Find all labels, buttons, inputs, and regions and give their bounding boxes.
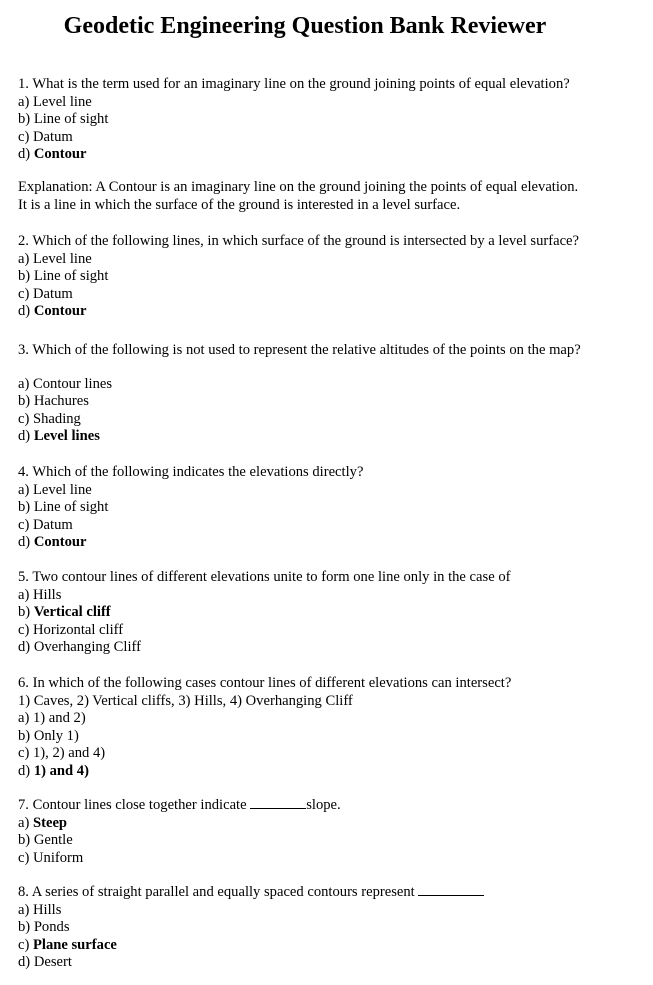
option-c: c) Datum <box>18 128 73 145</box>
correct-answer: Vertical cliff <box>33 604 111 620</box>
option-b: b) Only 1) <box>18 727 79 744</box>
option-a: a) Steep <box>18 814 68 831</box>
page-title: Geodetic Engineering Question Bank Reviewer <box>63 13 547 39</box>
option-b: b) Gentle <box>18 832 73 848</box>
option-a: a) Hills <box>18 586 62 603</box>
option-a: a) Level line <box>18 250 92 267</box>
question-text: 4. Which of the following indicates the elevations directly? <box>18 464 364 480</box>
option-c: c) Datum <box>18 516 73 533</box>
option-b: b) Line of sight <box>18 499 109 515</box>
correct-answer: Level lines <box>33 428 100 444</box>
answer-blank <box>418 884 484 896</box>
question-2 <box>18 233 638 321</box>
explanation-line: Explanation: A Contour is an imaginary line on the ground joining the points of equal elevation. <box>18 179 579 195</box>
option-a: a) Level line <box>18 481 92 498</box>
question-text: 1. What is the term used for an imaginary line on the ground joining points of equal elevation? <box>18 76 570 92</box>
question-4 <box>18 464 638 552</box>
option-b: b) Hachures <box>18 393 89 409</box>
option-d: d) Overhanging Cliff <box>18 639 141 655</box>
correct-answer: Contour <box>33 303 87 319</box>
option-d: d) 1) and 4) <box>18 762 89 779</box>
option-d: d) Level lines <box>18 428 100 444</box>
correct-answer: Steep <box>33 814 68 831</box>
explanation-line: It is a line in which the surface of the ground is interested in a level surface. <box>18 196 461 213</box>
option-a: a) Level line <box>18 93 92 110</box>
option-b: b) Vertical cliff <box>18 604 111 620</box>
correct-answer: 1) and 4) <box>33 762 89 779</box>
option-c: c) Uniform <box>18 849 84 866</box>
correct-answer: Contour <box>33 534 87 550</box>
question-text: 5. Two contour lines of different elevations unite to form one line only in the case of <box>18 569 511 585</box>
option-a: a) 1) and 2) <box>18 710 86 726</box>
question-1 <box>18 76 638 164</box>
question-text: 6. In which of the following cases contour lines of different elevations can intersect? <box>18 675 512 691</box>
option-d: d) Contour <box>18 303 87 319</box>
question-text: 7. Contour lines close together indicate slope. <box>18 797 341 813</box>
answer-blank <box>250 797 306 809</box>
question-text: 2. Which of the following lines, in which surface of the ground is intersected by a level surface? <box>18 233 580 249</box>
option-c: c) Datum <box>18 285 73 302</box>
correct-answer: Plane surface <box>33 936 117 953</box>
option-c: c) Horizontal cliff <box>18 621 124 638</box>
question-text: 3. Which of the following is not used to represent the relative altitudes of the points on the map? <box>18 342 581 358</box>
question-7 <box>18 797 638 867</box>
option-b: b) Line of sight <box>18 111 109 127</box>
option-d: d) Contour <box>18 146 87 162</box>
option-c: c) Plane surface <box>18 936 117 953</box>
explanation-1 <box>18 179 638 214</box>
option-a: a) Hills <box>18 901 62 918</box>
correct-answer: Contour <box>33 146 87 162</box>
question-subtext: 1) Caves, 2) Vertical cliffs, 3) Hills, 4) Overhanging Cliff <box>18 692 353 709</box>
option-c: c) Shading <box>18 410 81 427</box>
option-b: b) Line of sight <box>18 268 109 284</box>
question-text: 8. A series of straight parallel and equally spaced contours represent <box>18 884 638 902</box>
option-d: d) Desert <box>18 954 72 970</box>
option-a: a) Contour lines <box>18 375 113 392</box>
question-6 <box>18 675 638 780</box>
option-d: d) Contour <box>18 534 87 550</box>
question-8 <box>18 884 638 972</box>
question-3 <box>18 342 638 446</box>
question-5 <box>18 569 638 657</box>
option-b: b) Ponds <box>18 919 70 935</box>
option-c: c) 1), 2) and 4) <box>18 745 106 761</box>
